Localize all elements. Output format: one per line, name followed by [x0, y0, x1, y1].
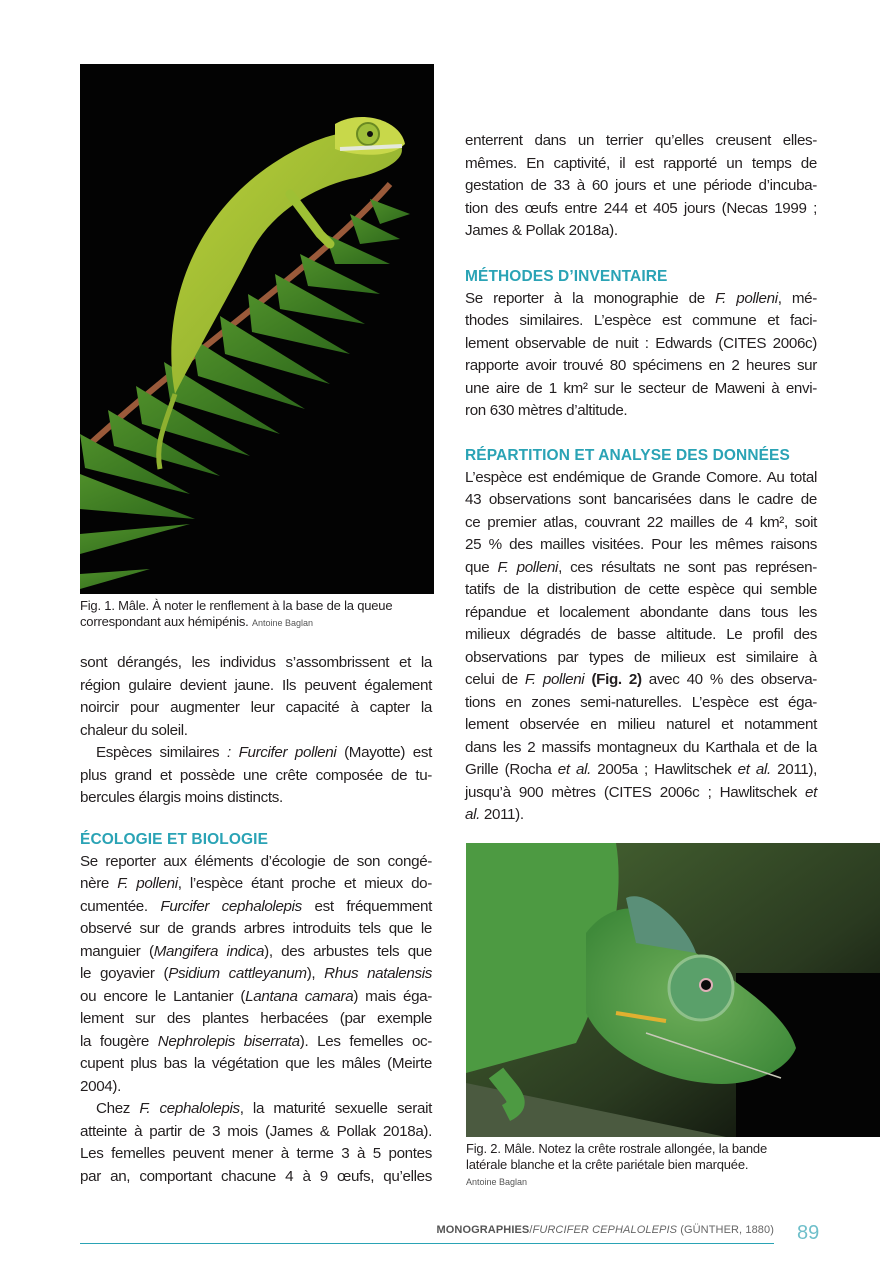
text-line: lement sur des plantes herbacées (par exemple — [80, 1010, 432, 1027]
text-line: plus grand et possède une crête composée de tu- — [80, 766, 432, 784]
figure-1-caption-line: Fig. 1. Mâle. À noter le renflement à la base de la queue — [80, 598, 393, 613]
text-line: 25 % des mailles visitées. Pour les mêmes raisons — [465, 536, 817, 553]
chameleon-on-fern-image — [80, 64, 434, 594]
text-line: enterrent dans un terrier qu’elles creusent elles- — [465, 132, 817, 149]
text-line: atteinte à partir de 3 mois (James & Pollak 2018a). — [80, 1122, 432, 1140]
text-line: celui de F. polleni (Fig. 2) avec 40 % des observa- — [465, 671, 817, 688]
text-line: bercules élargis moins distincts. — [80, 789, 283, 806]
text-line: par an, comportant chacune 4 à 9 œufs, qu’elles — [80, 1167, 432, 1185]
page-number: 89 — [797, 1222, 820, 1244]
footer-section: MONOGRAPHIES — [436, 1224, 530, 1236]
text-fragment: (Mayotte) est — [336, 744, 432, 761]
text-line: thodes similaires. L’espèce est commune et faci- — [465, 312, 817, 329]
text-line: Se reporter aux éléments d’écologie de son congé- — [80, 852, 432, 870]
text-line: cupent plus bas la végétation que les mâles (Meirte — [80, 1055, 432, 1072]
figure-reference: (Fig. 2) — [591, 671, 642, 688]
ecology-heading: ÉCOLOGIE ET BIOLOGIE — [80, 830, 269, 848]
separator: : — [219, 744, 239, 761]
text-line: lement observée en milieu naturel et notamment — [465, 716, 817, 733]
figure-1-caption-line: correspondant aux hémipénis. — [80, 614, 249, 629]
text-line: répandue et localement abondante dans tous les — [465, 603, 817, 621]
text-line: observé sur de grands arbres introduits tels que le — [80, 920, 432, 937]
text-line: tions en zones semi-naturelles. L’espèce est éga- — [465, 693, 817, 711]
text-line: tatifs de la distribution de cette espèce qui semble — [465, 581, 817, 598]
similar-species-label: Espèces similaires — [96, 744, 220, 761]
figure-2-photo — [466, 843, 880, 1137]
text-line: Les femelles peuvent mener à terme 3 à 5 pontes — [80, 1145, 432, 1162]
distribution-heading: RÉPARTITION ET ANALYSE DES DONNÉES — [465, 446, 790, 464]
text-line: gestation de 33 à 60 jours et une période d’incuba- — [465, 177, 817, 194]
figure-2-credit: Antoine Baglan — [466, 1177, 528, 1187]
text-line: tion des œufs entre 244 et 405 jours (Necas 1999 ; — [465, 199, 817, 217]
text-line: Chez F. cephalolepis, la maturité sexuelle serait — [96, 1100, 432, 1117]
text-line: manguier (Mangifera indica), des arbustes tels que — [80, 942, 433, 960]
text-line: lement observable de nuit : Edwards (CITES 2006c) — [465, 334, 817, 352]
text-line: 43 observations sont bancarisées dans le cadre de — [465, 491, 817, 508]
footer-author: (GÜNTHER, 1880) — [677, 1224, 774, 1236]
figure-2-caption — [466, 1141, 876, 1190]
text-line: mêmes. En captivité, il est rapporté un temps de — [465, 154, 817, 172]
figure-1-photo — [80, 64, 434, 594]
text-line: al. 2011). — [465, 806, 524, 823]
running-footer — [436, 1224, 774, 1236]
text-line: le goyavier (Psidium cattleyanum), Rhus natalensis — [80, 965, 432, 982]
text-line: que F. polleni, ces résultats ne sont pas représen- — [465, 558, 817, 576]
text-line: ce premier atlas, couvrant 22 mailles de 4 km², soit — [465, 513, 817, 531]
similar-species-line — [80, 742, 432, 765]
text-line: jusqu’à 900 mètres (CITES 2006c ; Hawlitschek et — [465, 783, 817, 801]
text-line: L’espèce est endémique de Grande Comore. Au total — [465, 468, 817, 486]
text-line: milieux dégradés de basse altitude. Le profil des — [465, 626, 817, 643]
text-line: noircir pour augmenter leur capacité à capter la — [80, 699, 432, 716]
text-line: Grille (Rocha et al. 2005a ; Hawlitschek et al. 2011), — [465, 761, 817, 778]
species-name: Furcifer polleni — [238, 744, 337, 761]
right-column — [465, 130, 817, 827]
figure-2-caption-line: latérale blanche et la crête pariétale bien marquée. — [466, 1157, 749, 1172]
text-line: sont dérangés, les individus s’assombrissent et la — [80, 654, 432, 671]
footer-rule — [80, 1243, 774, 1244]
text-line: la fougère Nephrolepis biserrata). Les femelles oc- — [80, 1032, 432, 1050]
text-line: une aire de 1 km² sur le secteur de Maweni à envi- — [465, 379, 817, 397]
text-line: ron 630 mètres d’altitude. — [465, 402, 628, 419]
text-line: 2004). — [80, 1077, 121, 1095]
text-line: chaleur du soleil. — [80, 721, 188, 739]
chameleon-head-image — [466, 843, 880, 1137]
methods-heading: MÉTHODES D’INVENTAIRE — [465, 267, 668, 285]
text-line: ou encore le Lantanier (Lantana camara) mais éga- — [80, 987, 432, 1005]
text-line: région gulaire devient jaune. Ils peuvent également — [80, 676, 432, 694]
text-line: James & Pollak 2018a). — [465, 222, 618, 239]
figure-1-caption — [80, 598, 440, 631]
text-line: dans les 2 massifs montagneux du Karthala et de la — [465, 738, 817, 756]
text-line: observations par types de milieux est similaire à — [465, 648, 817, 666]
text-line: rapporte avoir trouvé 80 spécimens en 2 heures sur — [465, 357, 817, 374]
figure-2-caption-line: Fig. 2. Mâle. Notez la crête rostrale allongée, la bande — [466, 1141, 767, 1156]
text-line: Se reporter à la monographie de F. polleni, mé- — [465, 289, 817, 307]
text-line: cumentée. Furcifer cephalolepis est fréquemment — [80, 897, 432, 915]
figure-1-credit: Antoine Baglan — [251, 618, 314, 628]
footer-species: FURCIFER CEPHALOLEPIS — [532, 1224, 678, 1236]
left-column — [80, 652, 432, 1188]
text-line: nère F. polleni, l’espèce étant proche et mieux do- — [80, 875, 432, 892]
footer-separator: / — [529, 1224, 533, 1236]
